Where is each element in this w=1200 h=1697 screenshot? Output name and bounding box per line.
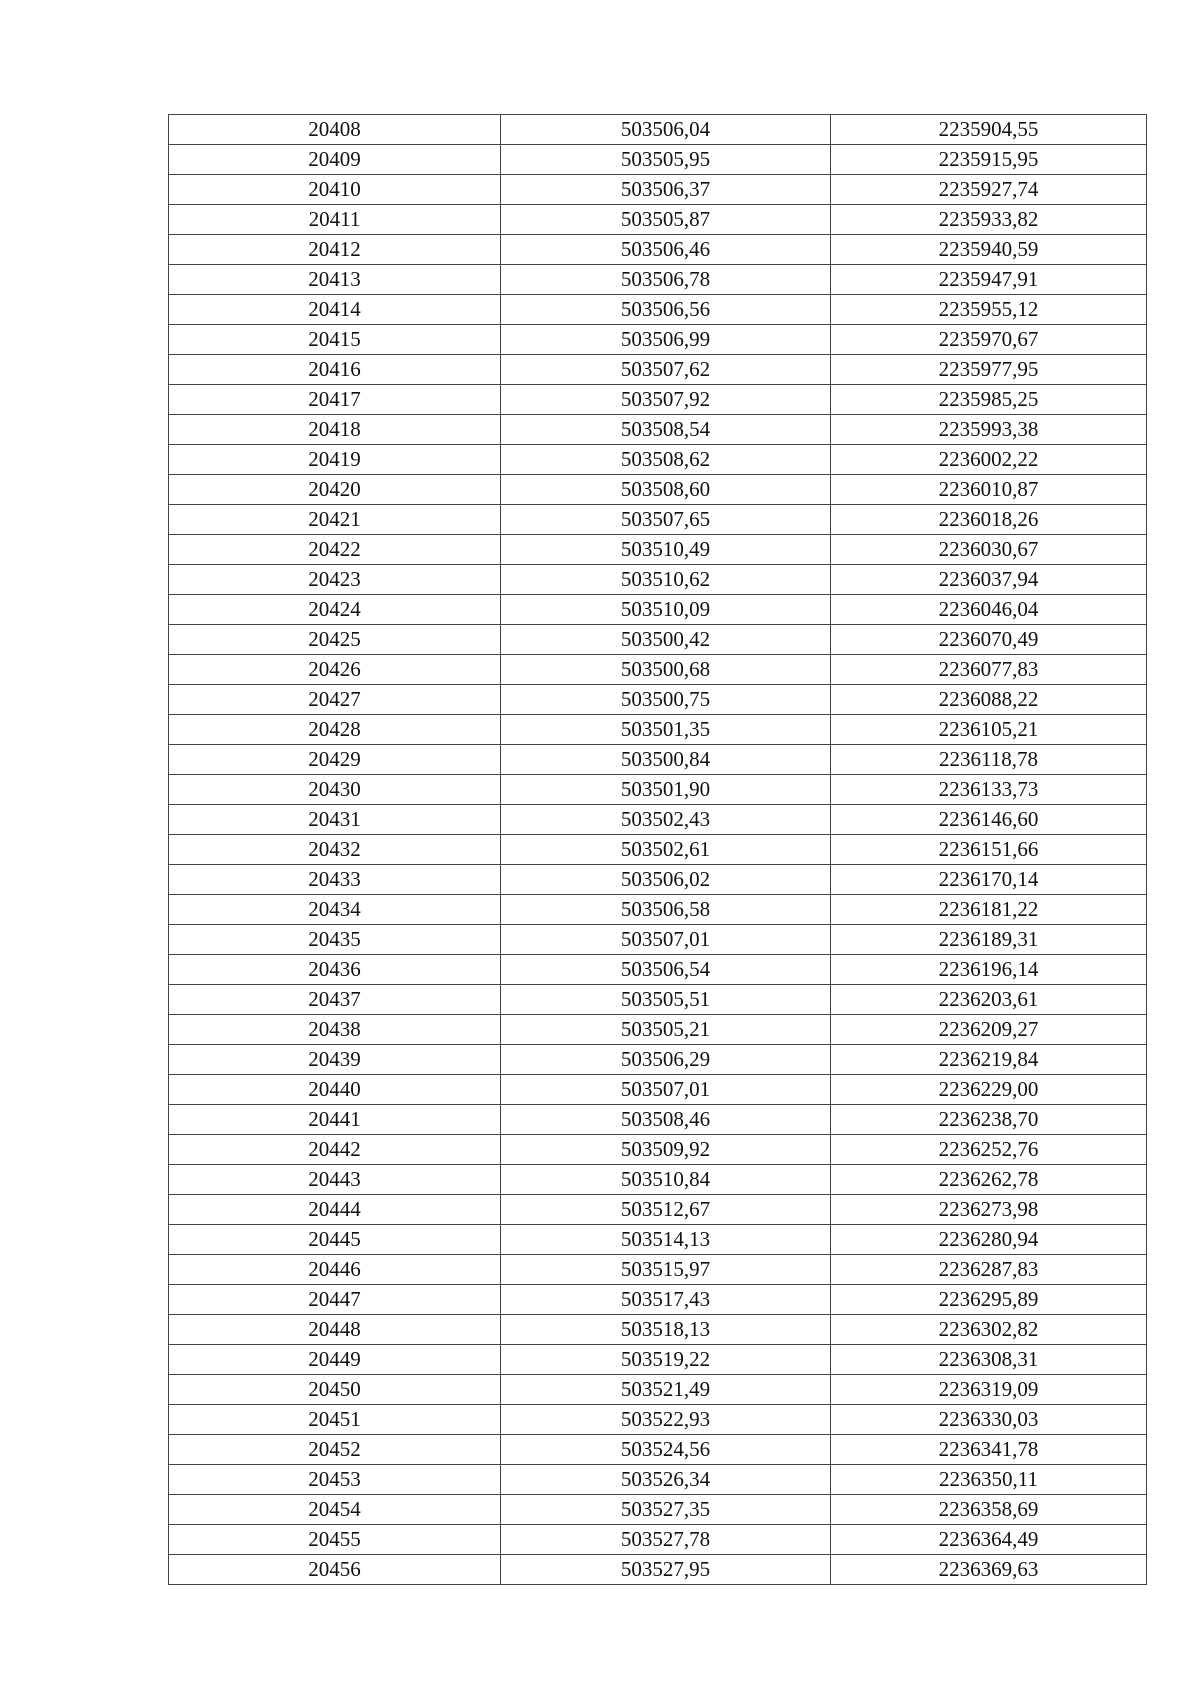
x-coordinate-cell: 503502,43: [501, 805, 831, 835]
point-number-cell: 20450: [169, 1375, 501, 1405]
table-row: [169, 985, 1147, 1015]
y-coordinate-cell: 2236196,14: [831, 955, 1147, 985]
y-coordinate-cell: 2236319,09: [831, 1375, 1147, 1405]
x-coordinate-cell: 503514,13: [501, 1225, 831, 1255]
table-row: [169, 115, 1147, 145]
point-number-cell: 20422: [169, 535, 501, 565]
x-coordinate-cell: 503505,21: [501, 1015, 831, 1045]
point-number-cell: 20443: [169, 1165, 501, 1195]
point-number-cell: 20418: [169, 415, 501, 445]
y-coordinate-cell: 2236369,63: [831, 1555, 1147, 1585]
table-row: [169, 1375, 1147, 1405]
x-coordinate-cell: 503510,62: [501, 565, 831, 595]
x-coordinate-cell: 503518,13: [501, 1315, 831, 1345]
y-coordinate-cell: 2236295,89: [831, 1285, 1147, 1315]
table-row: [169, 1195, 1147, 1225]
table-row: [169, 385, 1147, 415]
x-coordinate-cell: 503527,35: [501, 1495, 831, 1525]
table-row: [169, 1045, 1147, 1075]
table-row: [169, 775, 1147, 805]
table-row: [169, 565, 1147, 595]
table-row: [169, 745, 1147, 775]
table-row: [169, 145, 1147, 175]
table-row: [169, 1315, 1147, 1345]
y-coordinate-cell: 2236030,67: [831, 535, 1147, 565]
x-coordinate-cell: 503506,58: [501, 895, 831, 925]
y-coordinate-cell: 2236219,84: [831, 1045, 1147, 1075]
point-number-cell: 20446: [169, 1255, 501, 1285]
y-coordinate-cell: 2236229,00: [831, 1075, 1147, 1105]
point-number-cell: 20425: [169, 625, 501, 655]
x-coordinate-cell: 503508,62: [501, 445, 831, 475]
coordinates-table-body: [169, 115, 1147, 1585]
y-coordinate-cell: 2235955,12: [831, 295, 1147, 325]
y-coordinate-cell: 2236287,83: [831, 1255, 1147, 1285]
point-number-cell: 20408: [169, 115, 501, 145]
point-number-cell: 20412: [169, 235, 501, 265]
table-row: [169, 505, 1147, 535]
x-coordinate-cell: 503505,51: [501, 985, 831, 1015]
y-coordinate-cell: 2236070,49: [831, 625, 1147, 655]
table-row: [169, 1165, 1147, 1195]
point-number-cell: 20428: [169, 715, 501, 745]
table-row: [169, 1015, 1147, 1045]
x-coordinate-cell: 503500,84: [501, 745, 831, 775]
table-row: [169, 925, 1147, 955]
table-row: [169, 895, 1147, 925]
x-coordinate-cell: 503507,65: [501, 505, 831, 535]
point-number-cell: 20448: [169, 1315, 501, 1345]
table-row: [169, 265, 1147, 295]
point-number-cell: 20432: [169, 835, 501, 865]
x-coordinate-cell: 503507,92: [501, 385, 831, 415]
x-coordinate-cell: 503527,78: [501, 1525, 831, 1555]
x-coordinate-cell: 503512,67: [501, 1195, 831, 1225]
point-number-cell: 20429: [169, 745, 501, 775]
table-row: [169, 865, 1147, 895]
x-coordinate-cell: 503517,43: [501, 1285, 831, 1315]
point-number-cell: 20445: [169, 1225, 501, 1255]
y-coordinate-cell: 2236209,27: [831, 1015, 1147, 1045]
x-coordinate-cell: 503506,02: [501, 865, 831, 895]
y-coordinate-cell: 2236002,22: [831, 445, 1147, 475]
table-row: [169, 655, 1147, 685]
table-row: [169, 1555, 1147, 1585]
y-coordinate-cell: 2236151,66: [831, 835, 1147, 865]
y-coordinate-cell: 2236018,26: [831, 505, 1147, 535]
x-coordinate-cell: 503506,54: [501, 955, 831, 985]
table-row: [169, 475, 1147, 505]
x-coordinate-cell: 503506,56: [501, 295, 831, 325]
table-row: [169, 1105, 1147, 1135]
x-coordinate-cell: 503508,46: [501, 1105, 831, 1135]
point-number-cell: 20433: [169, 865, 501, 895]
point-number-cell: 20437: [169, 985, 501, 1015]
point-number-cell: 20439: [169, 1045, 501, 1075]
y-coordinate-cell: 2236037,94: [831, 565, 1147, 595]
point-number-cell: 20424: [169, 595, 501, 625]
x-coordinate-cell: 503519,22: [501, 1345, 831, 1375]
point-number-cell: 20442: [169, 1135, 501, 1165]
table-row: [169, 1135, 1147, 1165]
y-coordinate-cell: 2235904,55: [831, 115, 1147, 145]
table-row: [169, 205, 1147, 235]
point-number-cell: 20441: [169, 1105, 501, 1135]
point-number-cell: 20449: [169, 1345, 501, 1375]
x-coordinate-cell: 503505,95: [501, 145, 831, 175]
y-coordinate-cell: 2236330,03: [831, 1405, 1147, 1435]
coordinates-table: [168, 114, 1147, 1585]
point-number-cell: 20409: [169, 145, 501, 175]
y-coordinate-cell: 2236364,49: [831, 1525, 1147, 1555]
table-row: [169, 715, 1147, 745]
point-number-cell: 20440: [169, 1075, 501, 1105]
y-coordinate-cell: 2235933,82: [831, 205, 1147, 235]
table-row: [169, 1435, 1147, 1465]
y-coordinate-cell: 2236170,14: [831, 865, 1147, 895]
x-coordinate-cell: 503506,37: [501, 175, 831, 205]
point-number-cell: 20430: [169, 775, 501, 805]
x-coordinate-cell: 503522,93: [501, 1405, 831, 1435]
x-coordinate-cell: 503527,95: [501, 1555, 831, 1585]
table-row: [169, 535, 1147, 565]
point-number-cell: 20417: [169, 385, 501, 415]
point-number-cell: 20434: [169, 895, 501, 925]
table-row: [169, 625, 1147, 655]
point-number-cell: 20451: [169, 1405, 501, 1435]
x-coordinate-cell: 503507,01: [501, 925, 831, 955]
x-coordinate-cell: 503506,78: [501, 265, 831, 295]
x-coordinate-cell: 503508,54: [501, 415, 831, 445]
table-row: [169, 1255, 1147, 1285]
point-number-cell: 20419: [169, 445, 501, 475]
y-coordinate-cell: 2236273,98: [831, 1195, 1147, 1225]
y-coordinate-cell: 2236358,69: [831, 1495, 1147, 1525]
x-coordinate-cell: 503506,04: [501, 115, 831, 145]
table-row: [169, 295, 1147, 325]
table-row: [169, 1225, 1147, 1255]
table-row: [169, 415, 1147, 445]
y-coordinate-cell: 2236308,31: [831, 1345, 1147, 1375]
x-coordinate-cell: 503510,49: [501, 535, 831, 565]
x-coordinate-cell: 503506,46: [501, 235, 831, 265]
table-row: [169, 235, 1147, 265]
x-coordinate-cell: 503506,99: [501, 325, 831, 355]
point-number-cell: 20436: [169, 955, 501, 985]
y-coordinate-cell: 2236252,76: [831, 1135, 1147, 1165]
x-coordinate-cell: 503500,75: [501, 685, 831, 715]
point-number-cell: 20416: [169, 355, 501, 385]
point-number-cell: 20453: [169, 1465, 501, 1495]
table-row: [169, 595, 1147, 625]
x-coordinate-cell: 503510,09: [501, 595, 831, 625]
y-coordinate-cell: 2235947,91: [831, 265, 1147, 295]
point-number-cell: 20410: [169, 175, 501, 205]
x-coordinate-cell: 503501,90: [501, 775, 831, 805]
point-number-cell: 20411: [169, 205, 501, 235]
table-row: [169, 1075, 1147, 1105]
y-coordinate-cell: 2236105,21: [831, 715, 1147, 745]
point-number-cell: 20452: [169, 1435, 501, 1465]
y-coordinate-cell: 2236341,78: [831, 1435, 1147, 1465]
table-row: [169, 175, 1147, 205]
table-row: [169, 1495, 1147, 1525]
x-coordinate-cell: 503500,68: [501, 655, 831, 685]
table-row: [169, 955, 1147, 985]
x-coordinate-cell: 503521,49: [501, 1375, 831, 1405]
y-coordinate-cell: 2235977,95: [831, 355, 1147, 385]
x-coordinate-cell: 503508,60: [501, 475, 831, 505]
point-number-cell: 20414: [169, 295, 501, 325]
y-coordinate-cell: 2236350,11: [831, 1465, 1147, 1495]
point-number-cell: 20427: [169, 685, 501, 715]
x-coordinate-cell: 503506,29: [501, 1045, 831, 1075]
x-coordinate-cell: 503505,87: [501, 205, 831, 235]
y-coordinate-cell: 2236280,94: [831, 1225, 1147, 1255]
point-number-cell: 20454: [169, 1495, 501, 1525]
x-coordinate-cell: 503510,84: [501, 1165, 831, 1195]
y-coordinate-cell: 2236088,22: [831, 685, 1147, 715]
y-coordinate-cell: 2236262,78: [831, 1165, 1147, 1195]
x-coordinate-cell: 503515,97: [501, 1255, 831, 1285]
point-number-cell: 20447: [169, 1285, 501, 1315]
table-row: [169, 1405, 1147, 1435]
y-coordinate-cell: 2235970,67: [831, 325, 1147, 355]
point-number-cell: 20415: [169, 325, 501, 355]
y-coordinate-cell: 2235940,59: [831, 235, 1147, 265]
y-coordinate-cell: 2236077,83: [831, 655, 1147, 685]
y-coordinate-cell: 2236302,82: [831, 1315, 1147, 1345]
y-coordinate-cell: 2235915,95: [831, 145, 1147, 175]
point-number-cell: 20455: [169, 1525, 501, 1555]
x-coordinate-cell: 503500,42: [501, 625, 831, 655]
point-number-cell: 20438: [169, 1015, 501, 1045]
y-coordinate-cell: 2236146,60: [831, 805, 1147, 835]
table-row: [169, 1285, 1147, 1315]
x-coordinate-cell: 503509,92: [501, 1135, 831, 1165]
y-coordinate-cell: 2236118,78: [831, 745, 1147, 775]
table-row: [169, 355, 1147, 385]
table-row: [169, 685, 1147, 715]
x-coordinate-cell: 503502,61: [501, 835, 831, 865]
point-number-cell: 20444: [169, 1195, 501, 1225]
table-row: [169, 445, 1147, 475]
point-number-cell: 20421: [169, 505, 501, 535]
y-coordinate-cell: 2236010,87: [831, 475, 1147, 505]
y-coordinate-cell: 2236203,61: [831, 985, 1147, 1015]
point-number-cell: 20420: [169, 475, 501, 505]
point-number-cell: 20456: [169, 1555, 501, 1585]
table-row: [169, 805, 1147, 835]
y-coordinate-cell: 2236133,73: [831, 775, 1147, 805]
table-row: [169, 1345, 1147, 1375]
table-row: [169, 1525, 1147, 1555]
point-number-cell: 20431: [169, 805, 501, 835]
point-number-cell: 20426: [169, 655, 501, 685]
table-row: [169, 325, 1147, 355]
x-coordinate-cell: 503526,34: [501, 1465, 831, 1495]
x-coordinate-cell: 503501,35: [501, 715, 831, 745]
table-row: [169, 835, 1147, 865]
x-coordinate-cell: 503507,62: [501, 355, 831, 385]
x-coordinate-cell: 503507,01: [501, 1075, 831, 1105]
y-coordinate-cell: 2235993,38: [831, 415, 1147, 445]
y-coordinate-cell: 2236181,22: [831, 895, 1147, 925]
y-coordinate-cell: 2235985,25: [831, 385, 1147, 415]
y-coordinate-cell: 2235927,74: [831, 175, 1147, 205]
y-coordinate-cell: 2236046,04: [831, 595, 1147, 625]
point-number-cell: 20413: [169, 265, 501, 295]
point-number-cell: 20423: [169, 565, 501, 595]
table-row: [169, 1465, 1147, 1495]
y-coordinate-cell: 2236238,70: [831, 1105, 1147, 1135]
x-coordinate-cell: 503524,56: [501, 1435, 831, 1465]
point-number-cell: 20435: [169, 925, 501, 955]
y-coordinate-cell: 2236189,31: [831, 925, 1147, 955]
